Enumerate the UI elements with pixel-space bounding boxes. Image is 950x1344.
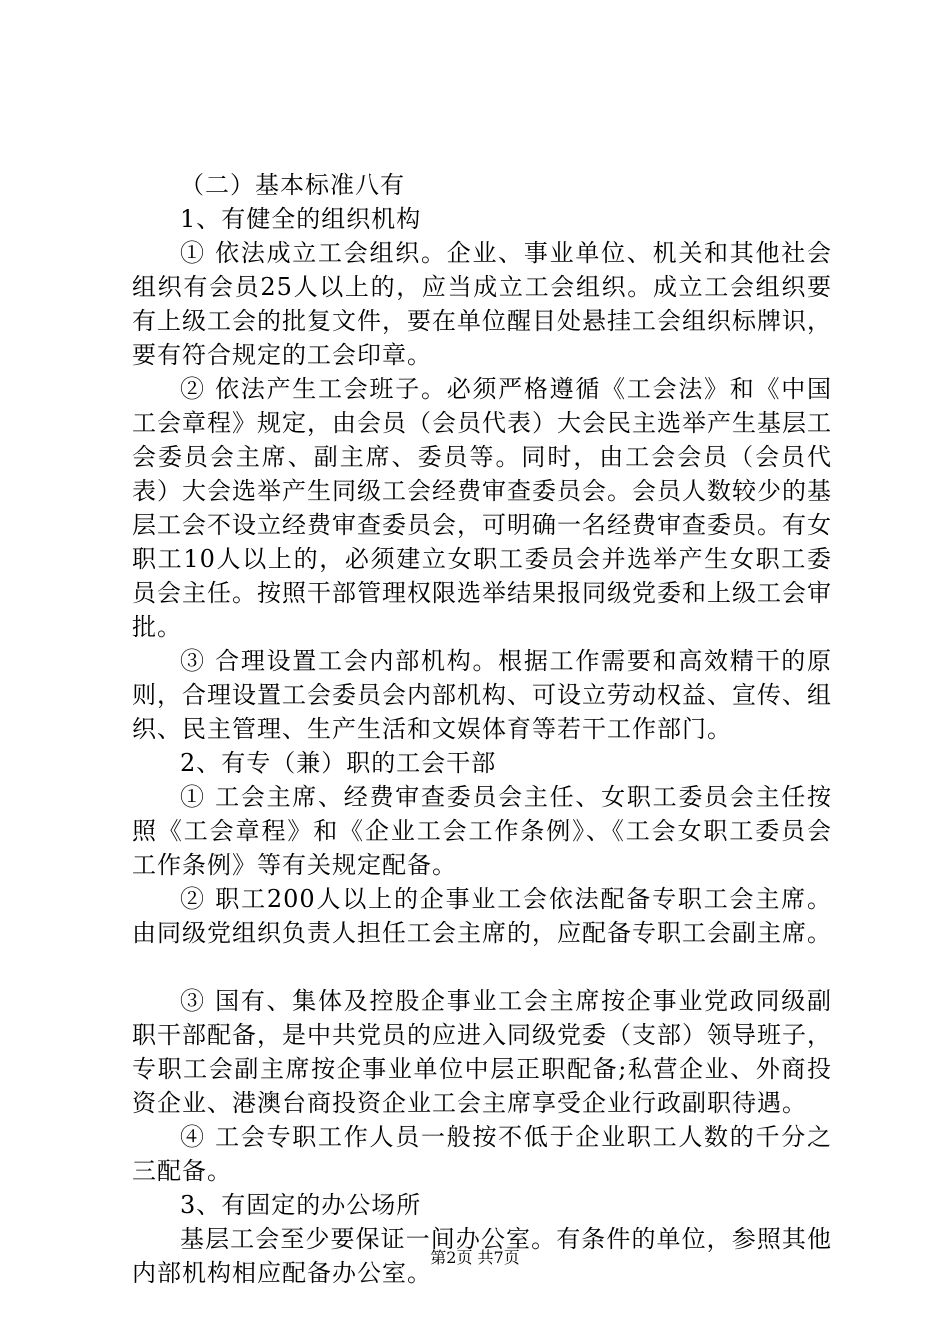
subsection-heading: 2、有专（兼）职的工会干部 — [180, 749, 497, 777]
paragraph: ④ 工会专职工作人员一般按不低于企业职工人数的千分之三配备。 — [132, 1123, 832, 1185]
paragraph: ② 依法产生工会班子。必须严格遵循《工会法》和《中国工会章程》规定，由会员（会员代表）大会民主选举产生基层工会委员会主席、副主席、委员等。同时，由工会会员（会员代表）大会选举产生同级工会经费审查委员会。会员人数较少的基层工会不设立经费审查委员会，可明确一名经费审查委员。有女职工10人以上的，必须建立女职工委员会并选举产生女职工委员会主任。按照干部管理权限选举结果报同级党委和上级工会审批。 — [132, 375, 832, 641]
paragraph: 基层工会至少要保证一间办公室。有条件的单位，参照其他内部机构相应配备办公室。 — [132, 1225, 832, 1287]
document-body — [132, 168, 832, 1290]
subsection-heading: 1、有健全的组织机构 — [180, 205, 422, 233]
paragraph: ① 工会主席、经费审查委员会主任、女职工委员会主任按照《工会章程》和《企业工会工作条例》、《工会女职工委员会工作条例》等有关规定配备。 — [132, 783, 832, 879]
blank-line — [132, 950, 832, 984]
section-heading: （二）基本标准八有 — [180, 171, 405, 199]
paragraph: ① 依法成立工会组织。企业、事业单位、机关和其他社会组织有会员25人以上的，应当成立工会组织。成立工会组织要有上级工会的批复文件，要在单位醒目处悬挂工会组织标牌识，要有符合规定的工会印章。 — [132, 239, 832, 369]
paragraph: ③ 合理设置工会内部机构。根据工作需要和高效精干的原则，合理设置工会委员会内部机构、可设立劳动权益、宣传、组织、民主管理、生产生活和文娱体育等若干工作部门。 — [132, 647, 832, 743]
paragraph: ③ 国有、集体及控股企事业工会主席按企事业党政同级副职干部配备，是中共党员的应进入同级党委（支部）领导班子，专职工会副主席按企事业单位中层正职配备;私营企业、外商投资企业、港澳台商投资企业工会主席享受企业行政副职待遇。 — [132, 987, 832, 1117]
paragraph: ② 职工200人以上的企事业工会依法配备专职工会主席。由同级党组织负责人担任工会主席的，应配备专职工会副主席。 — [132, 885, 832, 947]
page-footer: 第2页 共7页 — [430, 1248, 520, 1267]
subsection-heading: 3、有固定的办公场所 — [180, 1191, 422, 1219]
